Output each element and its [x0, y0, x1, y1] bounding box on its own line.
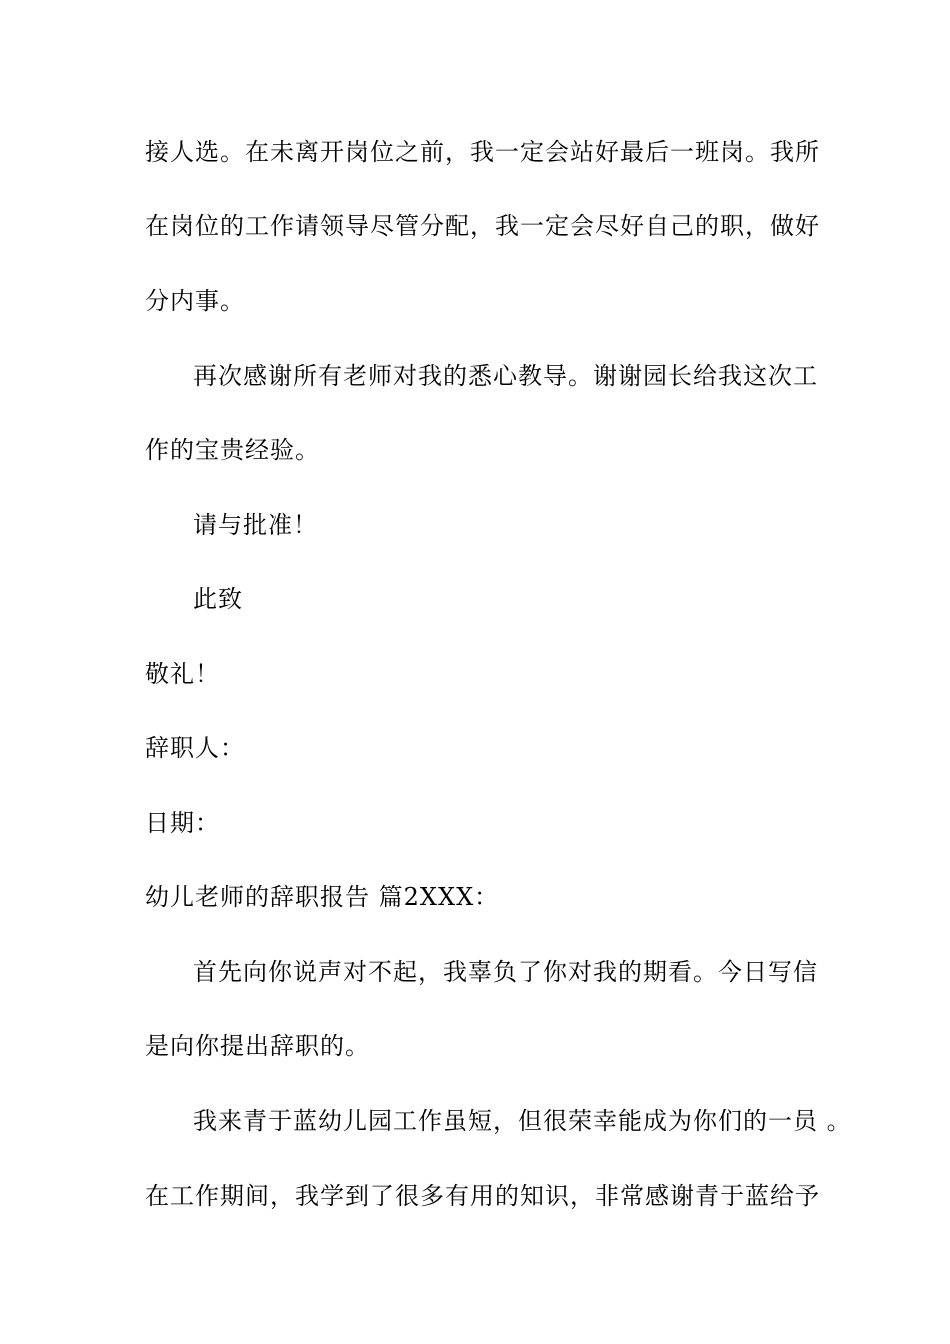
paragraph-line: 是向你提出辞职的。 — [145, 1032, 370, 1060]
paragraph-line: 我来青于蓝幼儿园工作虽短，但很荣幸能成为你们的一员 。 — [193, 1107, 852, 1135]
paragraph-line: 分内事。 — [145, 287, 245, 315]
paragraph-line: 作的宝贵经验。 — [145, 436, 320, 464]
closing-line: 此致 — [193, 585, 243, 613]
section-heading: 幼儿老师的辞职报告 篇2XXX： — [145, 883, 500, 911]
date-label: 日期： — [145, 809, 220, 837]
paragraph-line: 首先向你说声对不起，我辜负了你对我的期看。今日写信 — [193, 958, 818, 986]
paragraph-line: 在工作期间，我学到了很多有用的知识，非常感谢青于蓝给予 — [145, 1182, 820, 1210]
paragraph-line: 在岗位的工作请领导尽管分配，我一定会尽好自己的职，做好 — [145, 212, 820, 240]
paragraph-line: 再次感谢所有老师对我的悉心教导。谢谢园长给我这次工 — [193, 362, 818, 390]
request-line: 请与批准！ — [193, 511, 318, 539]
signer-label: 辞职人： — [145, 734, 245, 762]
salutation-line: 敬礼！ — [145, 660, 220, 688]
paragraph-line: 接人选。在未离开岗位之前，我一定会站好最后一班岗。我所 — [145, 138, 820, 166]
